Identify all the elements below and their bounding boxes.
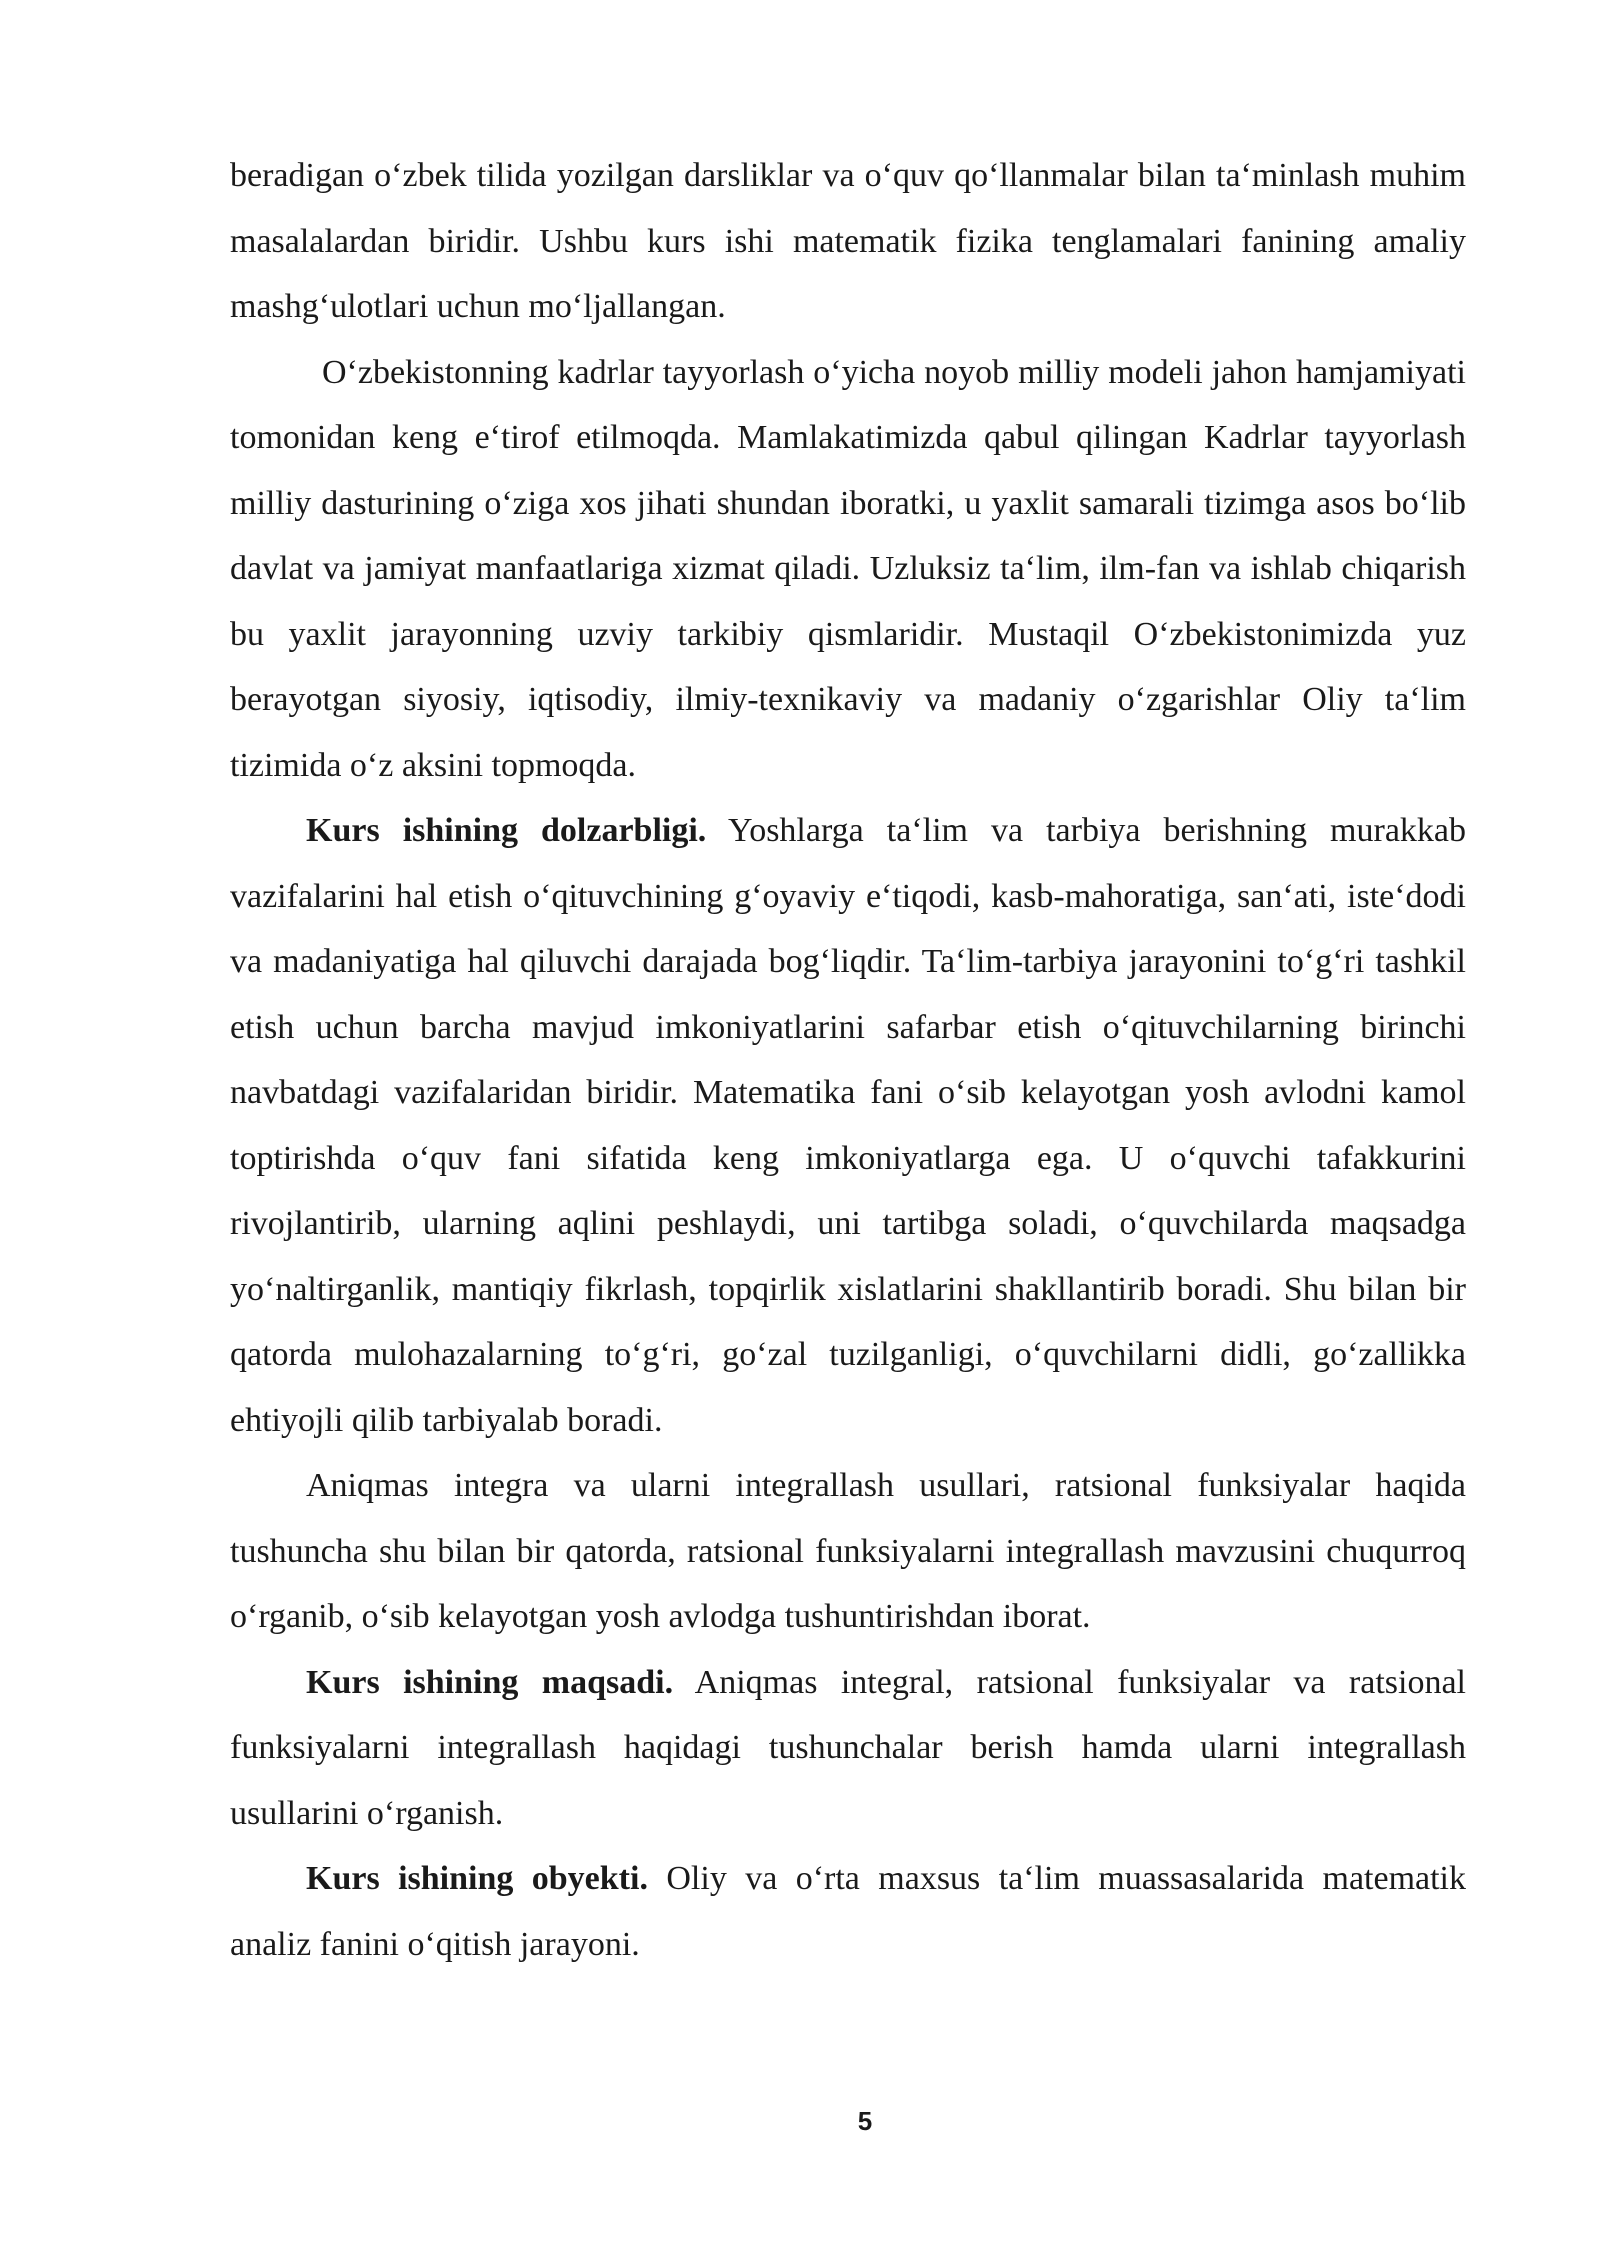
paragraph-lead-heading: Kurs ishining maqsadi.: [306, 1663, 674, 1701]
paragraph-text: Oliy va o‘rta maxsus ta‘lim muassasalarida matematik analiz fanini o‘qitish jarayoni.: [230, 1860, 1467, 1963]
paragraph-goal: [230, 1650, 1466, 1847]
paragraph-object: [230, 1846, 1466, 1977]
paragraph-text: Aniqmas integral, ratsional funksiyalar va ratsional funksiyalarni integrallash haqidagi tushunchalar berish hamda ularni integrallash usullarini o‘rganish.: [230, 1663, 1466, 1832]
paragraph-text: beradigan o‘zbek tilida yozilgan darsliklar va o‘quv qo‘llanmalar bilan ta‘minlash muhim masalalardan biridir. Ushbu kurs ishi matematik fizika tenglamalari fanining amaliy mashg‘ulotlari uchun mo‘ljallangan.: [230, 157, 1466, 325]
paragraph-continuation: [230, 143, 1466, 340]
page-number: 5: [857, 2106, 873, 2136]
paragraph-text: Yoshlarga ta‘lim va tarbiya berishning murakkab vazifalarini hal etish o‘qituvchining g‘oyaviy e‘tiqodi, kasb-mahoratiga, san‘ati, iste‘dodi va madaniyatiga hal qiluvchi darajada bog‘liqdir. Ta‘lim-tarbiya jarayonini to‘g‘ri tashkil etish uchun barcha mavjud imkoniyatlarini safarbar etish o‘qituvchilarning birinchi navbatdagi vazifalaridan biridir. Matematika fani o‘sib kelayotgan yosh avlodni kamol toptirishda o‘quv fani sifatida keng imkoniyatlarga ega. U o‘quvchi tafakkurini rivojlantirib, ularning aqlini peshlaydi, uni tartibga soladi, o‘quvchilarda maqsadga yo‘naltirganlik, mantiqiy fikrlash, topqirlik xislatlarini shakllantirib boradi. Shu bilan bir qatorda mulohazalarning to‘g‘ri, go‘zal tuzilganligi, o‘quvchilarni didli, go‘zallikka ehtiyojli qilib tarbiyalab boradi.: [230, 812, 1466, 1439]
paragraph-national-model: [230, 340, 1466, 799]
paragraph-text: O‘zbekistonning kadrlar tayyorlash o‘yicha noyob milliy modeli jahon hamjamiyati tomonidan keng e‘tirof etilmoqda. Mamlakatimizda qabul qilingan Kadrlar tayyorlash milliy dasturining o‘ziga xos jihati shundan iboratki, u yaxlit samarali tizimga asos bo‘lib davlat va jamiyat manfaatlariga xizmat qiladi. Uzluksiz ta‘lim, ilm-fan va ishlab chiqarish bu yaxlit jarayonning uzviy tarkibiy qismlaridir. Mustaqil O‘zbekistonimizda yuz berayotgan siyosiy, iqtisodiy, ilmiy-texnikaviy va madaniy o‘zgarishlar Oliy ta‘lim tizimida o‘z aksini topmoqda.: [230, 353, 1466, 784]
paragraph-lead-heading: Kurs ishining obyekti.: [306, 1860, 648, 1897]
paragraph-integrals: [230, 1453, 1466, 1650]
paragraph-text: Aniqmas integra va ularni integrallash usullari, ratsional funksiyalar haqida tushuncha shu bilan bir qatorda, ratsional funksiyalarni integrallash mavzusini chuqurroq o‘rganib, o‘sib kelayotgan yosh avlodga tushuntirishdan iborat.: [230, 1467, 1466, 1635]
paragraph-lead-heading: Kurs ishining dolzarbligi.: [306, 812, 707, 849]
body-text: [230, 143, 1466, 1977]
paragraph-relevance: [230, 798, 1466, 1453]
